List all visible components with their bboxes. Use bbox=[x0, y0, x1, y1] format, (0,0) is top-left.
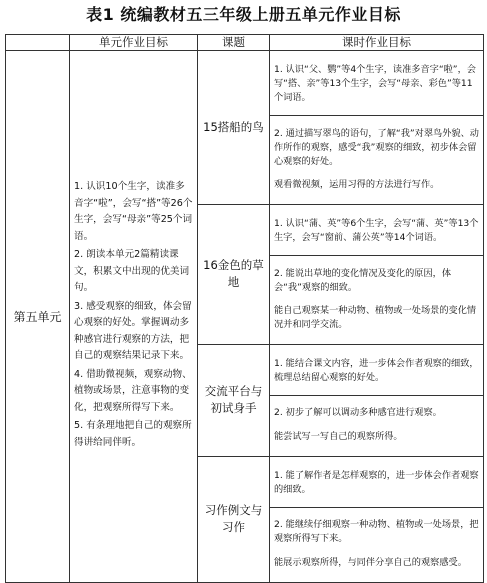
unit-goal: 3. 感受观察的细致，体会留心观察的好处。掌握调动多种感官进行观察的方法，把自己的观察结果记录下来。 bbox=[74, 300, 192, 362]
unit-name: 第五单元 bbox=[6, 51, 70, 583]
lesson-title: 16金色的草地 bbox=[198, 204, 270, 344]
lesson-row bbox=[6, 51, 484, 205]
lesson-goal: 1. 能了解作者是怎样观察的，进一步体会作者观察的细致。 bbox=[274, 470, 479, 495]
lesson-goal: 能尝试写一写自己的观察所得。 bbox=[274, 430, 403, 442]
lesson-goal: 能自己观察某一种动物、植物或一处场景的变化情况并和同学交流。 bbox=[274, 304, 477, 330]
lesson-goals-cell bbox=[270, 456, 484, 582]
unit-goal: 5. 有条理地把自己的观察所得讲给同伴听。 bbox=[74, 420, 192, 448]
lesson-goal-group bbox=[274, 508, 479, 580]
lesson-goal-group bbox=[274, 459, 479, 507]
lesson-title: 交流平台与初试身手 bbox=[198, 344, 270, 456]
header-row bbox=[6, 35, 484, 51]
lesson-title: 15搭船的鸟 bbox=[198, 51, 270, 205]
header-empty bbox=[6, 35, 70, 51]
header-lesson: 课题 bbox=[198, 35, 270, 51]
lesson-goal-group bbox=[274, 396, 479, 454]
lesson-goal: 观看微视频，运用习得的方法进行写作。 bbox=[274, 178, 440, 190]
unit-goal: 1. 认识10个生字，读准多音字“啦”，会写“搭”等26个生字，会写“母亲”等25个词语。 bbox=[74, 181, 193, 242]
homework-goals-table bbox=[5, 34, 484, 583]
header-lesson-goals: 课时作业目标 bbox=[270, 35, 484, 51]
lesson-goal: 1. 认识“蒲、英”等6个生字，会写“蒲、英”等13个生字，会写“窗前、蒲公英”等14个词语。 bbox=[274, 218, 479, 244]
lesson-goal-group bbox=[274, 256, 479, 342]
lesson-goal: 2. 初步了解可以调动多种感官进行观察。 bbox=[274, 407, 442, 419]
header-unit-goals: 单元作业目标 bbox=[70, 35, 198, 51]
unit-goal: 4. 借助微视频，观察动物、植物或场景，注意事物的变化，把观察所得写下来。 bbox=[74, 368, 192, 413]
lesson-goals-cell bbox=[270, 51, 484, 205]
lesson-goals-cell bbox=[270, 204, 484, 344]
lesson-goal-group bbox=[274, 347, 479, 395]
lesson-goal-group bbox=[274, 116, 479, 202]
lesson-goal: 1. 能结合课文内容，进一步体会作者观察的细致，梳理总结留心观察的好处。 bbox=[274, 358, 479, 384]
unit-goals-cell bbox=[70, 51, 198, 583]
lesson-goal: 2. 能说出草地的变化情况及变化的原因，体会“我”观察的细致。 bbox=[274, 267, 452, 293]
lesson-goal: 能展示观察所得，与同伴分享自己的观察感受。 bbox=[274, 556, 467, 568]
lesson-title: 习作例文与习作 bbox=[198, 456, 270, 582]
unit-goal: 2. 朗读本单元2篇精读课文，积累文中出现的优美词句。 bbox=[74, 249, 190, 294]
lesson-goal: 1. 认识“父、鹦”等4个生字，读准多音字“啦”，会写“搭、亲”等13个生字，会写“母亲、彩色”等11个词语。 bbox=[274, 64, 476, 104]
lesson-goals-cell bbox=[270, 344, 484, 456]
page-title: 表1 统编教材五三年级上册五单元作业目标 bbox=[86, 5, 401, 24]
lesson-goal: 2. 能继续仔细观察一种动物、植物或一处场景，把观察所得写下来。 bbox=[274, 519, 479, 545]
lesson-goal-group bbox=[274, 53, 479, 115]
lesson-goal: 2. 通过描写翠鸟的语句，了解“我”对翠鸟外貌、动作所作的观察，感受“我”观察的细致，初步体会留心观察的好处。 bbox=[274, 127, 479, 167]
lesson-goal-group bbox=[274, 207, 479, 255]
